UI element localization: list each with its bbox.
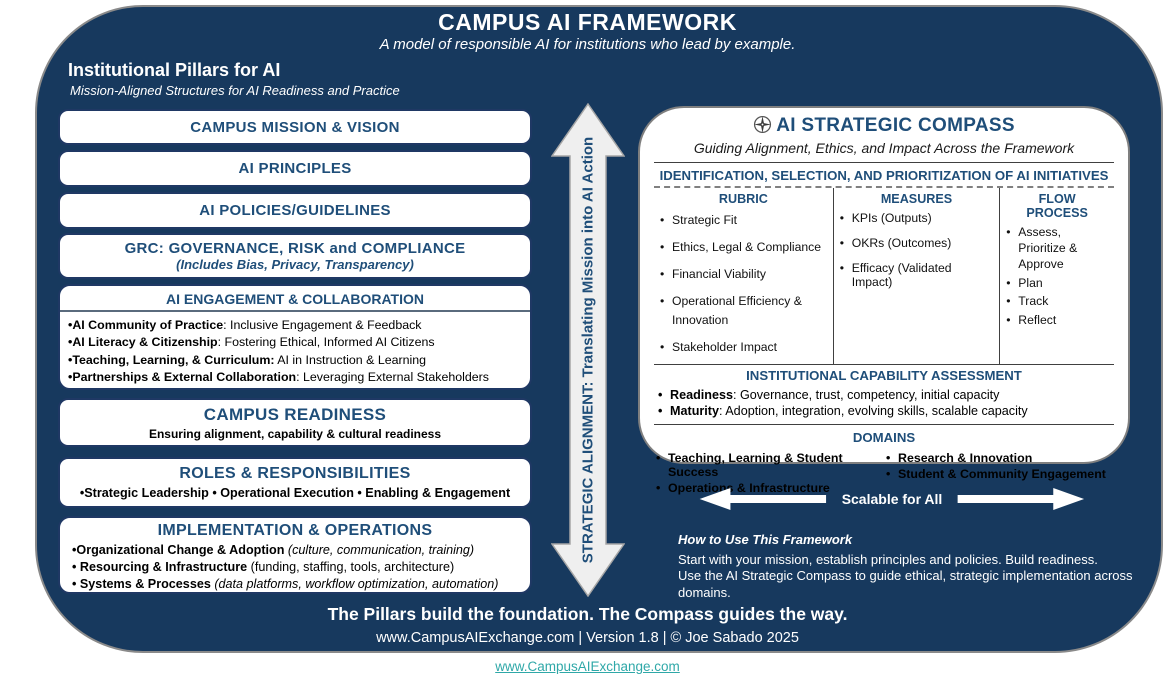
list-item: • OKRs (Outcomes)	[840, 236, 994, 250]
list-item: • Research & Innovation	[884, 451, 1114, 465]
pillar-box-principles	[58, 150, 532, 187]
capability-title: INSTITUTIONAL CAPABILITY ASSESSMENT	[746, 368, 1022, 384]
list-item: • Systems & Processes (data platforms, workflow optimization, automation)	[72, 577, 499, 591]
capability-section	[654, 364, 1114, 425]
how-to-block	[678, 532, 1136, 602]
roles-title: ROLES & RESPONSIBILITIES	[179, 465, 411, 482]
flow-process-title: FLOW PROCESS	[1026, 192, 1088, 220]
pillar-box-readiness	[58, 398, 532, 447]
list-item: • KPIs (Outputs)	[840, 211, 994, 225]
rubric-list	[660, 211, 827, 356]
pillar-box-mission	[58, 109, 532, 145]
compass-subtitle: Guiding Alignment, Ethics, and Impact Across the Framework	[654, 140, 1114, 163]
rubric-title: RUBRIC	[718, 192, 768, 206]
engagement-title: AI ENGAGEMENT & COLLABORATION	[60, 291, 530, 312]
pillar-box-policies-title: AI POLICIES/GUIDELINES	[199, 202, 391, 219]
bottom-link-row	[0, 658, 1175, 676]
list-item: •Teaching, Learning, & Curriculum: AI in Instruction & Learning	[68, 352, 427, 367]
campus-ai-exchange-link[interactable]: www.CampusAIExchange.com	[495, 659, 680, 674]
pillar-box-grc	[58, 233, 532, 279]
pillar-box-engagement	[58, 284, 532, 390]
compass-title: AI STRATEGIC COMPASS	[776, 115, 1015, 136]
pillar-box-grc-sub: (Includes Bias, Privacy, Transparency)	[176, 257, 414, 272]
readiness-title: CAMPUS READINESS	[203, 404, 387, 424]
list-item: • Efficacy (Validated Impact)	[840, 261, 994, 289]
list-item: •Partnerships & External Collaboration: Leveraging External Stakeholders	[68, 370, 489, 385]
list-item: •AI Community of Practice: Inclusive Engagement & Feedback	[68, 318, 422, 332]
page-title: CAMPUS AI FRAMEWORK	[438, 9, 737, 35]
strategic-alignment-label: STRATEGIC ALIGNMENT: Translating Mission into AI Action	[579, 136, 597, 564]
list-item: • Reflect	[1006, 313, 1108, 329]
list-item: • Financial Viability	[660, 265, 827, 284]
pillar-box-mission-title: CAMPUS MISSION & VISION	[190, 118, 400, 136]
compass-header	[654, 115, 1114, 137]
how-to-line1: Start with your mission, establish principles and policies. Build readiness.	[678, 551, 1098, 567]
list-item: • Operational Efficiency & Innovation	[660, 292, 827, 330]
page-subtitle: A model of responsible AI for institutions who lead by example.	[379, 36, 796, 53]
list-item: • Ethics, Legal & Compliance	[660, 238, 827, 257]
list-item: • Readiness: Governance, trust, competency, initial capacity	[658, 388, 1114, 402]
pillars-subheading: Mission-Aligned Structures for AI Readiness and Practice	[70, 83, 400, 98]
engagement-items	[60, 312, 530, 387]
compass-panel	[638, 106, 1130, 496]
pillar-box-principles-title: AI PRINCIPLES	[238, 160, 352, 177]
measures-column	[834, 188, 1001, 364]
compass-icon	[753, 115, 772, 134]
domains-title: DOMAINS	[852, 430, 916, 446]
rubric-column	[654, 188, 834, 364]
scalable-label: Scalable for All	[841, 491, 943, 507]
compass-columns	[654, 188, 1114, 364]
strategic-alignment-arrow	[551, 103, 625, 597]
flow-process-column	[1000, 188, 1114, 364]
pillar-box-policies	[58, 192, 532, 229]
readiness-sub: Ensuring alignment, capability & cultural readiness	[148, 426, 442, 441]
list-item: • Resourcing & Infrastructure (funding, staffing, tools, architecture)	[72, 560, 455, 574]
list-item: • Stakeholder Impact	[660, 338, 827, 357]
roles-line: •Strategic Leadership • Operational Execution • Enabling & Engagement	[79, 486, 511, 500]
list-item: • Track	[1006, 294, 1108, 310]
scalable-for-all-arrow	[698, 485, 1086, 513]
list-item: • Maturity: Adoption, integration, evolving skills, scalable capacity	[658, 404, 1114, 418]
list-item: • Plan	[1006, 276, 1108, 292]
pillar-box-implementation	[58, 516, 532, 594]
implementation-title: IMPLEMENTATION & OPERATIONS	[157, 522, 433, 539]
list-item: •Organizational Change & Adoption (culture, communication, training)	[72, 543, 475, 557]
pillars-heading: Institutional Pillars for AI	[68, 60, 281, 80]
how-to-line2: Use the AI Strategic Compass to guide ethical, strategic implementation across domains.	[678, 568, 1133, 600]
list-item: • Student & Community Engagement	[884, 467, 1114, 481]
footer-credits: www.CampusAIExchange.com | Version 1.8 | © Joe Sabado 2025	[376, 630, 799, 646]
list-item: • Teaching, Learning & Student Success	[654, 451, 884, 479]
how-to-title: How to Use This Framework	[678, 532, 853, 547]
list-item: • Operations & Infrastructure	[654, 481, 884, 495]
scalable-left-arrow-icon	[698, 486, 828, 512]
list-item: •AI Literacy & Citizenship: Fostering Ethical, Informed AI Citizens	[68, 335, 435, 350]
implementation-items	[60, 540, 530, 593]
compass-section1-title: IDENTIFICATION, SELECTION, AND PRIORITIZATION OF AI INITIATIVES	[654, 168, 1114, 188]
pillar-box-grc-title: GRC: GOVERNANCE, RISK and COMPLIANCE	[124, 240, 466, 257]
measures-title: MEASURES	[880, 192, 953, 206]
flow-process-list	[1006, 225, 1108, 329]
footer-tagline: The Pillars build the foundation. The Compass guides the way.	[327, 604, 848, 624]
measures-list	[840, 211, 994, 289]
pillar-box-roles	[58, 457, 532, 508]
scalable-right-arrow-icon	[956, 486, 1086, 512]
list-item: • Strategic Fit	[660, 211, 827, 230]
capability-items	[654, 384, 1114, 425]
list-item: • Assess, Prioritize & Approve	[1006, 225, 1108, 273]
